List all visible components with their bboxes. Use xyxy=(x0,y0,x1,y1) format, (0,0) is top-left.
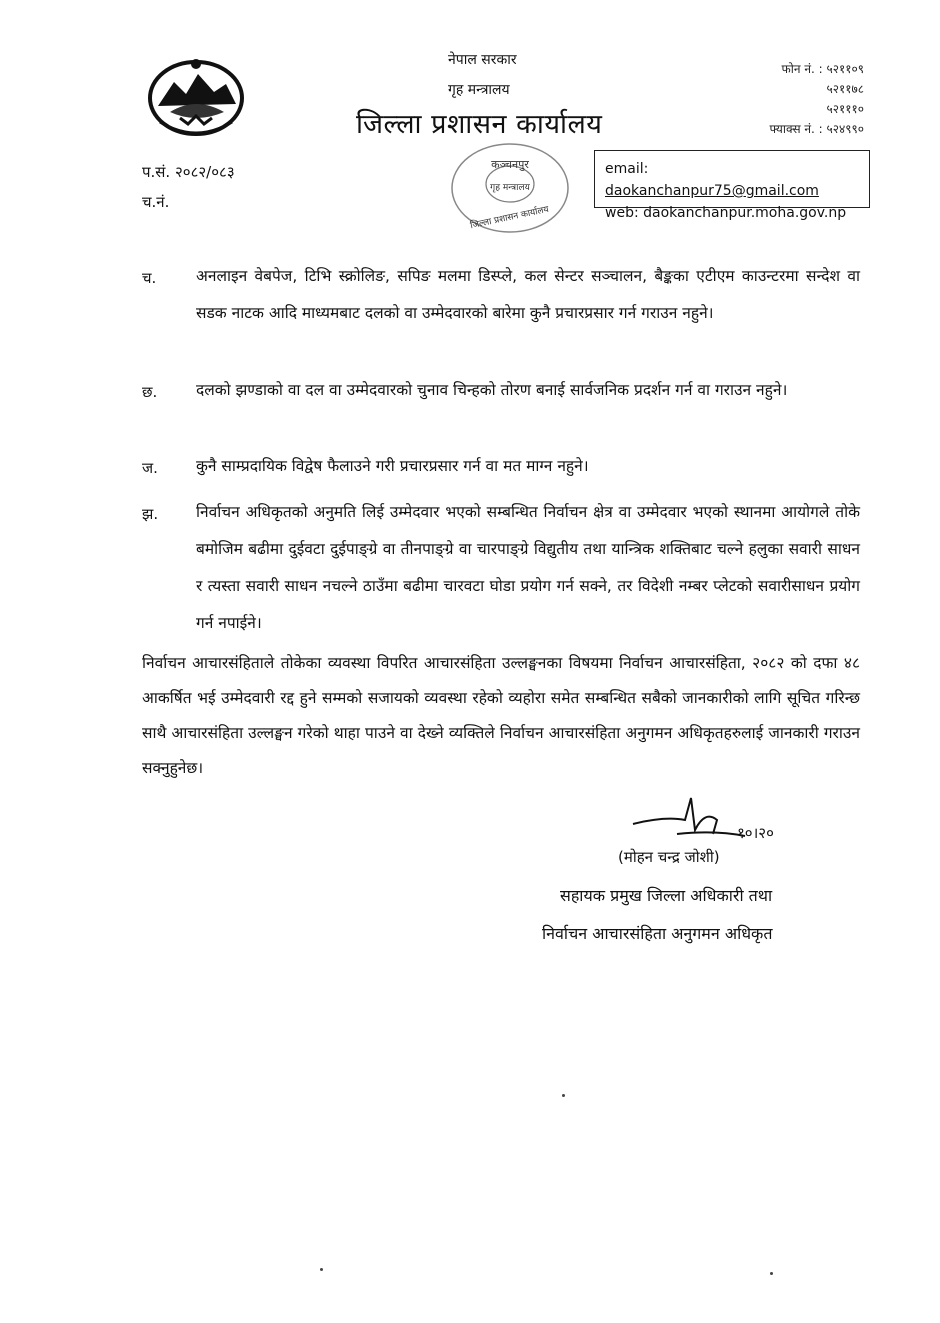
seal-top-text: कञ्चनपुर xyxy=(491,158,529,171)
office-title: जिल्ला प्रशासन कार्यालय xyxy=(356,109,603,140)
government-name: नेपाल सरकार xyxy=(448,52,517,68)
phone-label: फोन नं. : xyxy=(781,62,823,76)
office-seal-stamp xyxy=(440,138,580,238)
cn-label: च.नं. xyxy=(142,193,170,211)
web-label: web: xyxy=(605,205,639,221)
item-label-ja: ज. xyxy=(142,459,158,477)
email-line xyxy=(605,158,859,202)
nepal-emblem-logo xyxy=(140,52,252,140)
item-text-cha: अनलाइन वेबपेज, टिभि स्क्रोलिङ, सपिङ मलमा डिस्प्ले, कल सेन्टर सञ्चालन, बैङ्कका एटीएम काउन्टरमा सन्देश वा सडक नाटक आदि माध्यमबाट दलको वा उम्मेदवारको बारेमा कुनै प्रचारप्रसार गर्न गराउन नहुने। xyxy=(196,267,860,322)
signer-name: (मोहन चन्द्र जोशी) xyxy=(618,848,720,866)
item-label-chha: छ. xyxy=(142,383,158,401)
scan-speck xyxy=(562,1094,565,1097)
item-label-jha: झ. xyxy=(142,505,159,523)
ps-label: प.सं. xyxy=(142,163,171,181)
scan-speck xyxy=(320,1268,323,1271)
item-label-cha: च. xyxy=(142,269,157,287)
item-text-ja: कुनै साम्प्रदायिक विद्वेष फैलाउने गरी प्रचारप्रसार गर्न वा मत माग्न नहुने। xyxy=(196,457,589,475)
signer-title-line-2: निर्वाचन आचारसंहिता अनुगमन अधिकृत xyxy=(542,924,773,943)
fax-label: फ्याक्स नं. : xyxy=(769,122,823,136)
phone-line-1 xyxy=(782,60,864,77)
seal-ring-text: गृह मन्त्रालय xyxy=(490,183,530,193)
ps-reference xyxy=(142,162,235,182)
fax-number: ५२४९९० xyxy=(826,122,864,136)
signer-title-line-1: सहायक प्रमुख जिल्ला अधिकारी तथा xyxy=(560,886,773,905)
item-text-jha: निर्वाचन अधिकृतको अनुमति लिई उम्मेदवार भएको सम्बन्धित निर्वाचन क्षेत्र वा उम्मेदवार भएको स्थानमा आयोगले तोके बमोजिम बढीमा दुईवटा दुईपाङ्ग्रे वा तीनपाङ्ग्रे वा चारपाङ्ग्रे विद्युतीय तथा यान्त्रिक शक्तिबाट चल्ने हलुका सवारी साधन र त्यस्ता सवारी साधन नचल्ने ठाउँमा बढीमा चारवटा घोडा प्रयोग गर्न सक्ने, तर विदेशी नम्बर प्लेटको सवारीसाधन प्रयोग गर्न नपाईने। xyxy=(196,503,860,632)
closing-paragraph: निर्वाचन आचारसंहिताले तोकेका व्यवस्था विपरित आचारसंहिता उल्लङ्घनका विषयमा निर्वाचन आचारसंहिता, २०८२ को दफा ४८ आकर्षित भई उम्मेदवारी रद्द हुने सम्मको सजायको व्यवस्था रहेको व्यहोरा समेत सम्बन्धित सबैको जानकारीको लागि सूचित गरिन्छ साथै आचारसंहिता उल्लङ्घन गरेको थाहा पाउने वा देख्ने व्यक्तिले निर्वाचन आचारसंहिता अनुगमन अधिकृतहरुलाई जानकारी गराउन सक्नुहुनेछ। xyxy=(142,654,860,777)
phone-number-2: ५२११७८ xyxy=(826,82,864,96)
ps-value: २०८२/०८३ xyxy=(174,163,235,181)
email-link[interactable]: daokanchanpur75@gmail.com xyxy=(605,183,819,199)
seal-bottom-text: जिल्ला प्रशासन कार्यालय xyxy=(469,204,550,232)
item-text-chha: दलको झण्डाको वा दल वा उम्मेदवारको चुनाव चिन्हको तोरण बनाई सार्वजनिक प्रदर्शन गर्न वा गराउन नहुने। xyxy=(196,381,788,399)
fax-line xyxy=(769,120,864,137)
scan-speck xyxy=(770,1272,773,1275)
handwritten-date: १०।२० xyxy=(737,824,774,842)
web-line xyxy=(605,202,859,224)
ministry-name: गृह मन्त्रालय xyxy=(448,82,510,98)
email-label: email: xyxy=(605,161,649,177)
web-link[interactable]: daokanchanpur.moha.gov.np xyxy=(643,205,847,221)
phone-number-1: ५२११०९ xyxy=(826,62,864,76)
phone-number-3: ५२१११० xyxy=(826,102,864,116)
contact-box xyxy=(594,150,870,221)
